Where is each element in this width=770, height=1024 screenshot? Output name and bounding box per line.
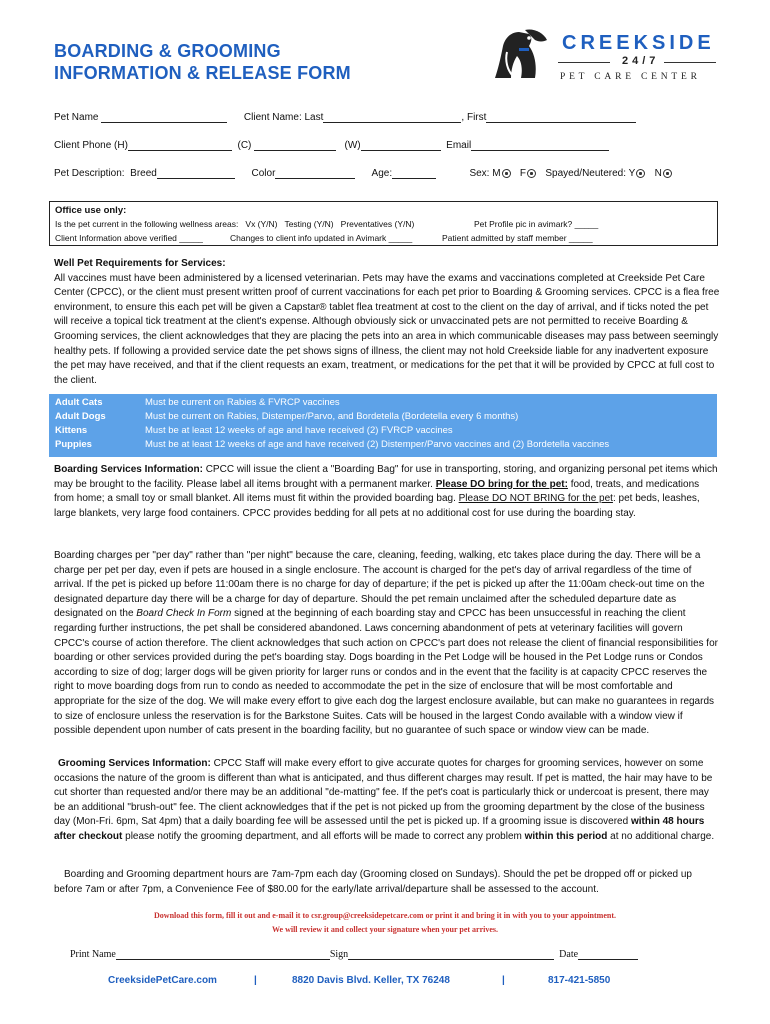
grooming-text-c: at no additional charge. <box>607 830 715 842</box>
date-label: Date <box>559 949 579 960</box>
vaccine-text: Must be current on Rabies & FVRCP vaccines <box>145 397 340 408</box>
phone-cell-label: (C) <box>237 140 252 151</box>
breed-field[interactable] <box>157 168 235 179</box>
email-label: Email <box>446 140 472 151</box>
dog-cat-logo-icon <box>489 26 553 86</box>
charges-text-b: signed at the beginning of each boarding stay and CPCC has been unsuccessful in reaching the client regarding further instructions, the pet shall be considered abandoned. Laws concerning abandonment of pets at veterinary facilities will govern CPCC's course of action therefore. The client acknowledges that such action on CPCC's part does not release the client of financial responsibilities for boarding or other services provided during the pet's boarding stay. Dogs boarding in the Pet Lodge will be housed in the Pet Lodge runs or Condos according to size of dog; larger dogs will be given priority for larger runs or condos and in the event that the facility is at capacity CPCC reserves the right to move boarding dogs from run to condo as needed to accommodate the pet in the size of enclosure that will be most comfortable and appropriate for the size of the dog. We will make every effort to give each dog the largest enclosure available, but can make no guarantees in regards to size of enclosure unless the reservation is for the Barkstone Suites. Cats will be housed in the largest Condo available with a window view if possible dependent upon number of cats present in the boarding facility, but no guarantee of such space or window view can be made. <box>54 608 718 737</box>
row-pet-client-name <box>54 112 636 123</box>
vaccine-label: Adult Cats <box>55 397 103 408</box>
office-avimark-line: Changes to client info updated in Avimark _____ <box>230 233 413 243</box>
breed-label: Pet Description: Breed <box>54 168 157 179</box>
print-name-label: Print Name <box>70 949 116 960</box>
footer-separator: | <box>502 975 505 986</box>
title-line-2: INFORMATION & RELEASE FORM <box>54 63 351 83</box>
client-last-label: Client Name: Last <box>243 112 324 123</box>
office-use-box <box>49 201 718 246</box>
board-check-in-form: Board Check In Form <box>136 608 232 620</box>
grooming-48-hours: within 48 hours after checkout <box>54 816 705 842</box>
footer-phone[interactable]: 817-421-5850 <box>548 975 611 986</box>
spayed-label: Spayed/Neutered: Y <box>545 168 636 179</box>
office-admitted-line: Patient admitted by staff member _____ <box>442 233 593 243</box>
brand-247: 24/7 <box>622 55 660 67</box>
email-field[interactable] <box>471 140 609 151</box>
spayed-no-radio[interactable] <box>663 169 672 178</box>
boarding-heading: Boarding Services Information: <box>54 464 203 475</box>
sign-field[interactable] <box>348 949 554 960</box>
vaccine-label: Kittens <box>55 425 88 436</box>
row-pet-description <box>54 168 673 179</box>
spayed-yes-radio[interactable] <box>636 169 645 178</box>
office-heading: Office use only: <box>55 205 127 216</box>
brand-divider-right <box>664 62 716 63</box>
well-pet-body: All vaccines must have been administered by a licensed veterinarian. Pets may have the exams and vaccinations completed at Creekside Pet Care Center (CPCC), or the client must present written proof of current vaccinations for each pet prior to Boarding & Grooming services. CPCC is a flea free environment, to ensure this each pet will be given a Capstar® tablet flea treatment at cost to the client on the day of arrival, and if ticks noted the pet will receive a topical tick treatment at the client's expense. Although obviously sick or unvaccinated pets are not permitted to receive Boarding & Grooming services, the client acknowledges that they are placing the pets into an area in which communicable diseases may pass between seemingly healthy pets. If following a provided service date the pet shows signs of illness, the client may not hold Creekside liable for any inadvertent exposure the pet may have received, and that if the client requests an exam, treatment, or medications for the pet that it will be provided by CPCC at full cost to the client. <box>54 272 720 386</box>
phone-work-label: (W) <box>344 140 361 151</box>
sex-female-radio[interactable] <box>527 169 536 178</box>
pet-name-label: Pet Name <box>54 112 99 123</box>
footer-address: 8820 Davis Blvd. Keller, TX 76248 <box>292 975 450 986</box>
print-name-field[interactable] <box>116 949 330 960</box>
row-phone-email <box>54 140 609 151</box>
sign-label: Sign <box>329 949 349 960</box>
vaccine-text: Must be current on Rabies, Distemper/Parvo, and Bordetella (Bordetella every 6 months) <box>145 411 519 422</box>
boarding-text-b: food, treats, and medications from home; a small toy or small blanket. All items must fit within the provided boarding bag. <box>54 478 700 505</box>
charges-text-a: Boarding charges per "per day" rather than "per night" because the care, cleaning, feeding, walking, etc takes place during the day. There will be a charge per pet per day, even if pets are housed in a single enclosure. The account is charged for the pet's day of arrival regardless of the time of arrival. If the pet is picked up before 11:00am there is no charge for day of departure; if the pet is picked up after the 11:00am check-out time on the designated departure day there will be a charge for day of departure. Should the pet remain unclaimed after the scheduled departure date as designated on the <box>54 550 705 620</box>
sex-female-label: F <box>519 168 527 179</box>
age-field[interactable] <box>392 168 436 179</box>
well-pet-heading: Well Pet Requirements for Services: <box>54 258 226 269</box>
vaccine-label: Adult Dogs <box>55 411 106 422</box>
footer-separator: | <box>254 975 257 986</box>
brand-divider-left <box>558 62 610 63</box>
title-line-1: BOARDING & GROOMING <box>54 41 281 61</box>
office-wellness-line: Is the pet current in the following wellness areas: Vx (Y/N) Testing (Y/N) Preventatives (Y/N) <box>55 219 415 229</box>
phone-home-field[interactable] <box>128 140 232 151</box>
phone-cell-field[interactable] <box>254 140 336 151</box>
office-profile-pic-line: Pet Profile pic in avimark? _____ <box>474 219 599 229</box>
spayed-no-label: N <box>654 168 662 179</box>
grooming-within-period: within this period <box>524 830 608 842</box>
well-pet-section <box>54 257 720 388</box>
form-title <box>54 40 351 84</box>
pet-name-field[interactable] <box>101 112 227 123</box>
boarding-charges-paragraph <box>54 549 720 739</box>
vaccine-text: Must be at least 12 weeks of age and have received (2) FVRCP vaccines <box>145 425 453 436</box>
boarding-do-bring: Please DO bring for the pet: <box>435 478 568 490</box>
office-verified-line: Client Information above verified _____ <box>55 233 203 243</box>
footer-website[interactable]: CreeksidePetCare.com <box>108 975 217 986</box>
client-first-label: , First <box>461 112 487 123</box>
boarding-services-paragraph <box>54 463 720 521</box>
grooming-heading: Grooming Services Information: <box>58 758 211 769</box>
color-field[interactable] <box>275 168 355 179</box>
phone-work-field[interactable] <box>361 140 441 151</box>
sex-male-radio[interactable] <box>502 169 511 178</box>
color-label: Color <box>251 168 276 179</box>
brand-subtitle: PET CARE CENTER <box>560 72 701 82</box>
download-notice-line-2: We will review it and collect your signature when your pet arrives. <box>271 925 499 934</box>
vaccine-label: Puppies <box>55 439 92 450</box>
hours-paragraph: Boarding and Grooming department hours are 7am-7pm each day (Grooming closed on Sundays). Should the pet be dropped off or picked up before 7am or after 7pm, a Convenience Fee of $80.00 for the early/late arrival/departure shall be assessed to the account. <box>54 869 692 895</box>
signature-row <box>70 949 638 960</box>
date-field[interactable] <box>578 949 638 960</box>
boarding-text-a: CPCC will issue the client a "Boarding Bag" for use in transporting, storing, and organizing personal pet items which may be brought to the facility. Please label all items brought with a permanent marker. <box>54 464 718 490</box>
boarding-do-not-bring: Please DO NOT BRING for the pet <box>458 493 613 505</box>
client-first-field[interactable] <box>486 112 636 123</box>
brand-name: CREEKSIDE <box>562 32 715 54</box>
grooming-text-b: please notify the grooming department, and all efforts will be made to correct any problem <box>122 830 525 842</box>
vaccine-requirements-box <box>49 394 717 457</box>
sex-label: Sex: M <box>469 168 501 179</box>
grooming-text-a: CPCC Staff will make every effort to give accurate quotes for charges for grooming services, however on some occasions the nature of the groom is different than what is anticipated, and thus different charges may result. If pet is matted, the hair may have to be cut shorter than requested and/or there may be an additional "de-matting" fee. If the pet's coat is particularly thick or undercoat is present, there may be an additional "brush-out" fee. The client acknowledges that if the pet is not picked up from the grooming department by the close of the business day (Mon-Fri. 6pm, Sat 4pm) that a daily boarding fee will be assessed until the pet is picked up. If a grooming issue is discovered <box>54 758 713 828</box>
boarding-text-c: : pet beds, leashes, large blankets, very large food containers. CPCC provides bedding for all pets at no additional cost for use during the boarding stay. <box>54 493 700 519</box>
age-label: Age: <box>371 168 393 179</box>
phone-home-label: Client Phone (H) <box>54 140 128 151</box>
grooming-services-paragraph <box>54 757 720 845</box>
vaccine-text: Must be at least 12 weeks of age and have received (2) Distemper/Parvo vaccines and (2) Bordetella vaccines <box>145 439 610 450</box>
client-last-field[interactable] <box>323 112 461 123</box>
download-notice-line-1: Download this form, fill it out and e-mail it to csr.group@creeksidepetcare.com or print it and bring it in with you to your appointment. <box>154 911 616 920</box>
